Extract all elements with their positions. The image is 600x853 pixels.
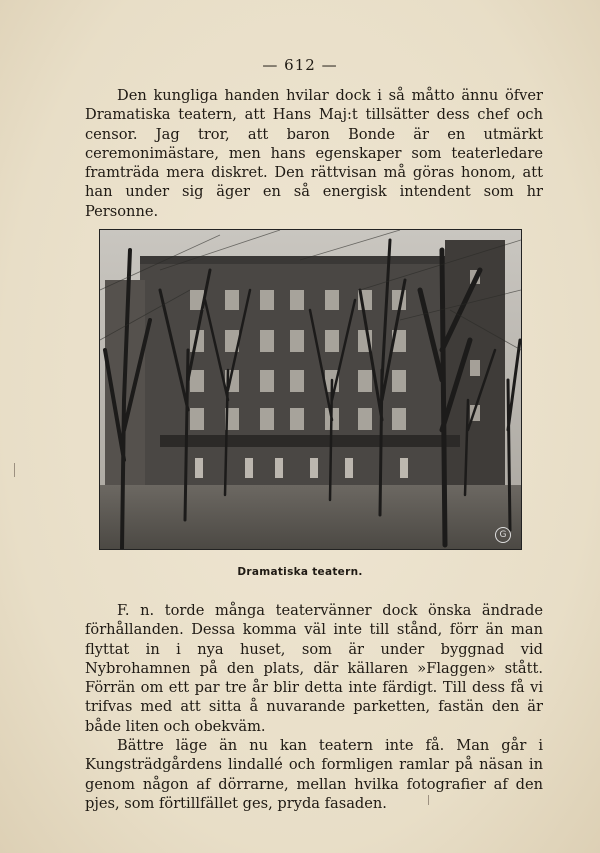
margin-mark [14,463,15,477]
paragraph: Den kungliga handen hvilar dock i så måtto ännu öfver Dramatiska teatern, att Hans Maj:t tillsätter dess chef och censor. Jag tror, att baron Bonde är en utmärkt ceremonimästare, men hans egenskaper som teaterledare framträda mera diskret. Den rättvisan må göras honom, att han under sig äger en så energisk intendent som hr Personne. [85,87,543,220]
paragraph: Bättre läge än nu kan teatern inte få. Man går i Kungsträdgårdens lindallé och formligen ramlar på näsan in genom någon af dörrarne, mellan hvilka fotografier af den pjes, som förtillfället ges, pryda fasaden. [85,737,543,812]
margin-mark [428,795,429,805]
text-block-top [85,86,543,221]
paragraph: F. n. torde många teatervänner dock önska ändrade förhållanden. Dessa komma väl inte till stånd, förr än man flyttat in i nya huset, som är under byggnad vid Nybrohamnen på den plats, där källaren »Flaggen» stått. Förrän om ett par tre år blir detta inte färdigt. Till dess få vi trifvas med att sitta å nuvarande parketten, fastän den är både liten och obekväm. [85,602,543,735]
text-block-bottom [85,601,543,813]
theatre-building-illustration [100,230,521,549]
figure-caption: Dramatiska teatern. [237,566,363,578]
theatre-photograph [99,229,522,550]
page-number: — 612 — [262,56,338,74]
photographer-mark-icon: G [495,527,511,543]
